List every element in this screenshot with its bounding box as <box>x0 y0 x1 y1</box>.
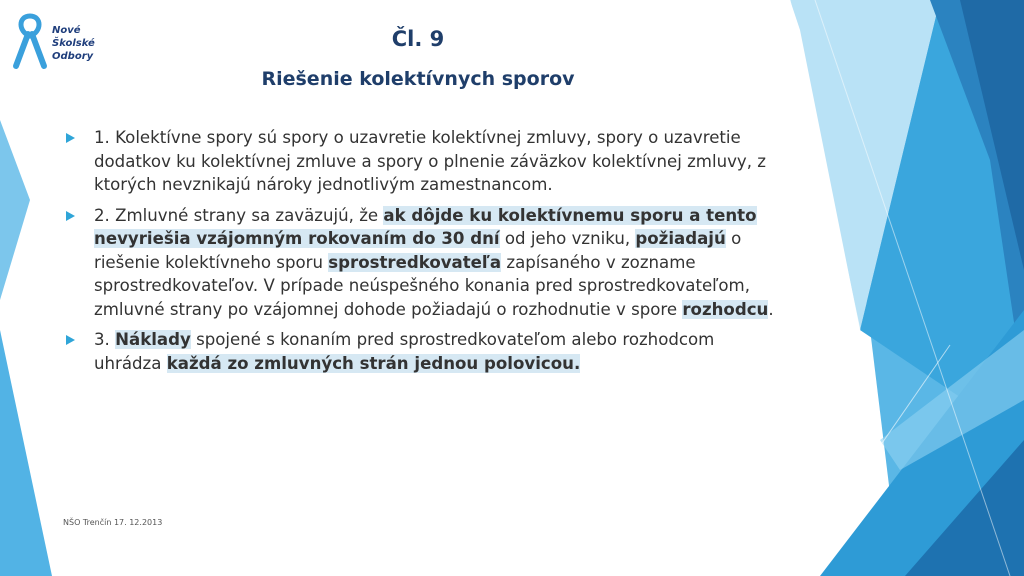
logo-line-3: Odbory <box>52 51 94 62</box>
footer-text: NŠO Trenčín 17. 12.2013 <box>63 518 163 527</box>
bullet-arrow-icon <box>66 211 75 221</box>
item-text: od jeho vzniku, <box>499 229 636 248</box>
item-text: 2. Zmluvné strany sa zaväzujú, že <box>94 205 384 225</box>
highlighted-text: každá zo zmluvných strán jednou polovicou. <box>166 353 581 373</box>
item-text: o riešenie kolektívneho sporu <box>94 229 742 272</box>
item-text: spojené s konaním pred sprostredkovateľom alebo rozhodcom uhrádza <box>94 330 715 373</box>
bullet-arrow-icon <box>66 335 75 345</box>
content-list <box>66 126 786 382</box>
item-text: 1. Kolektívne spory sú spory o uzavretie kolektívnej zmluvy, spory o uzavretie dodatkov ku kolektívnej zmluve a spory o plnenie záväzkov kolektívnej zmluvy, z ktorých nevznikajú nároky jednotlivým zamestnancom. <box>94 128 766 194</box>
left-decor-shape-bottom <box>0 330 52 576</box>
logo-line-2: Školské <box>52 38 95 49</box>
list-item <box>66 328 786 375</box>
highlighted-text: Náklady <box>115 330 191 349</box>
highlighted-text: rozhodcu <box>682 299 769 319</box>
slide-title: Čl. 9 <box>391 27 445 51</box>
bullet-arrow-icon <box>66 133 75 143</box>
left-decor-shape <box>0 120 30 300</box>
item-text: zapísaného v zozname sprostredkovateľov. V prípade neúspešného konania pred sprostredkovateľom, zmluvné strany po vzájomnej dohode požiadajú o rozhodnutie v spore <box>94 252 750 319</box>
list-item <box>66 204 786 322</box>
item-text: 3. <box>94 330 116 349</box>
logo-line-1: Nové <box>52 25 81 36</box>
list-item <box>66 126 786 197</box>
highlighted-text: požiadajú <box>635 229 726 248</box>
slide-subtitle: Riešenie kolektívnych sporov <box>261 68 575 90</box>
highlighted-text: sprostredkovateľa <box>328 252 502 272</box>
item-text: . <box>768 299 774 319</box>
highlighted-text: ak dôjde ku kolektívnemu sporu a tento nevyriešia vzájomným rokovaním do 30 dní <box>94 205 757 248</box>
